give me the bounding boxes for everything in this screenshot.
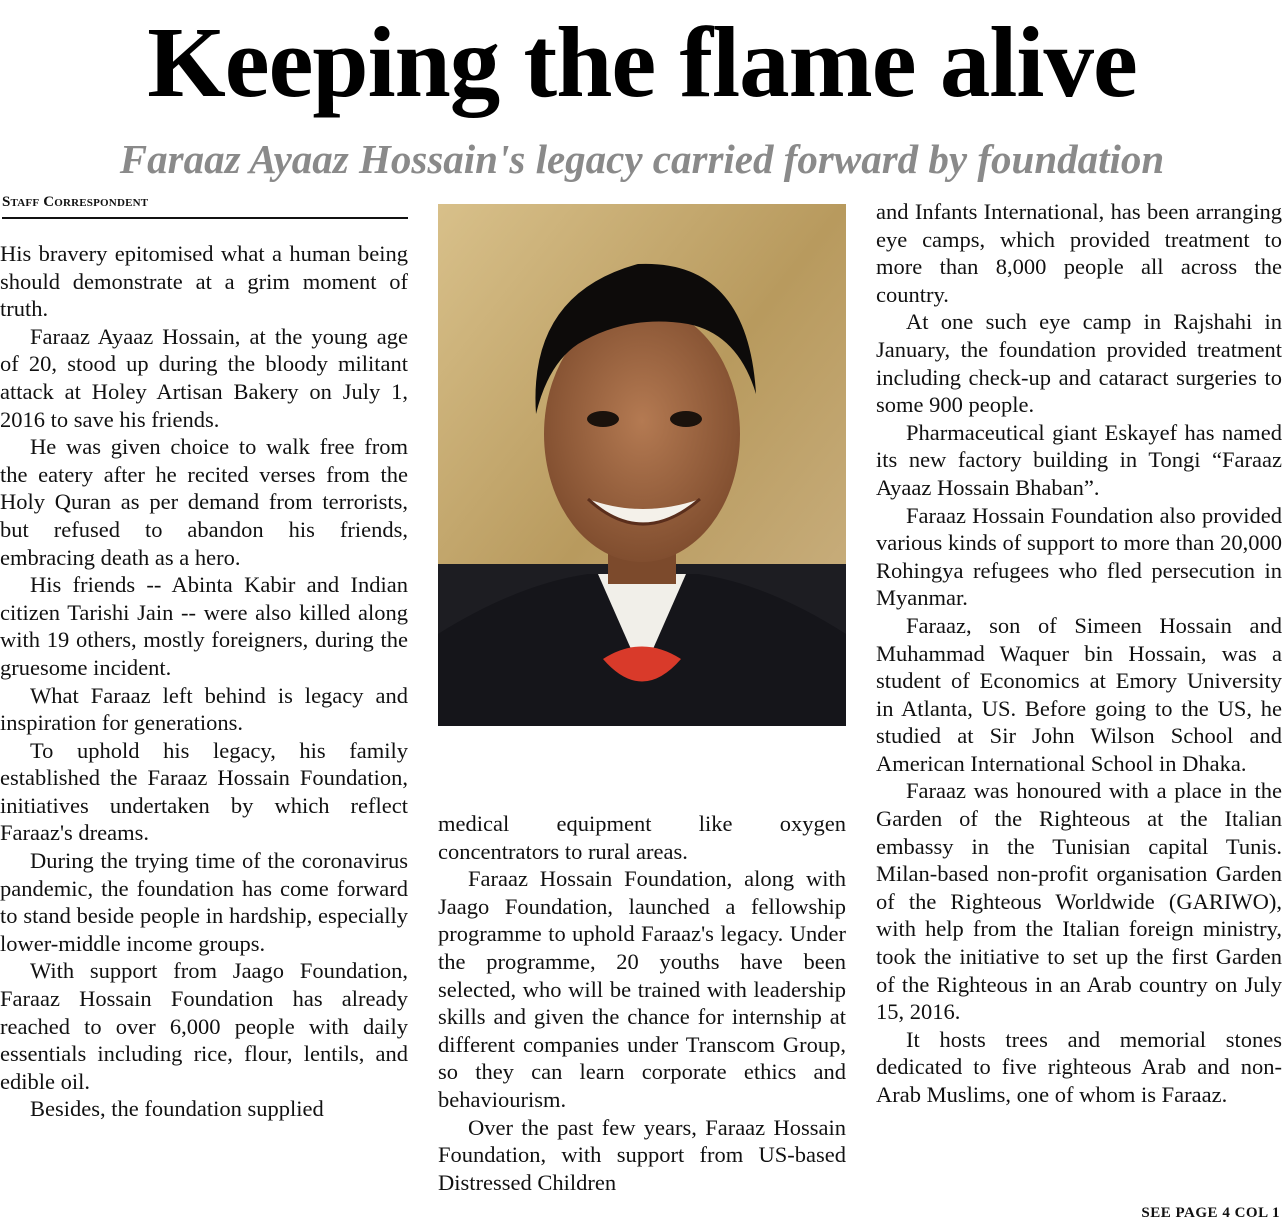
jump-line: SEE PAGE 4 COL 1	[1141, 1205, 1280, 1221]
paragraph: Over the past few years, Faraaz Hossain Foundation, with support from US-based Distressed Children	[438, 1114, 846, 1195]
paragraph: He was given choice to walk free from the eatery after he recited verses from the Holy Quran as per demand from terrorists, but refused to abandon his friends, embracing death as a hero.	[0, 434, 408, 570]
paragraph: His friends -- Abinta Kabir and Indian citizen Tarishi Jain -- were also killed along with 19 others, mostly foreigners, during the gruesome incident.	[0, 572, 408, 680]
article-column-2	[438, 810, 846, 1196]
paragraph: Faraaz was honoured with a place in the Garden of the Righteous at the Italian embassy in the Tunisian capital Tunis. Milan-based non-profit organisation Garden of the Righteous Worldwide (GARIWO), with help from the Italian foreign ministry, took the initiative to set up the first Garden of the Righteous in an Arab country on July 15, 2016.	[876, 778, 1282, 1025]
paragraph: It hosts trees and memorial stones dedicated to five righteous Arab and non-Arab Muslims, one of whom is Faraaz.	[876, 1026, 1282, 1107]
paragraph: Faraaz, son of Simeen Hossain and Muhammad Waquer bin Hossain, was a student of Economics at Emory University in Atlanta, US. Before going to the US, he studied at Sir John Wilson School and American International School in Dhaka.	[876, 612, 1282, 776]
paragraph: During the trying time of the coronavirus pandemic, the foundation has come forward to stand beside people in hardship, especially lower-middle income groups.	[0, 848, 408, 956]
paragraph: His bravery epitomised what a human being should demonstrate at a grim moment of truth.	[0, 241, 408, 322]
subheadline: Faraaz Ayaaz Hossain's legacy carried forward by foundation	[119, 136, 1165, 182]
paragraph: Pharmaceutical giant Eskayef has named its new factory building in Tongi “Faraaz Ayaaz Hossain Bhaban”.	[876, 419, 1282, 500]
paragraph: medical equipment like oxygen concentrators to rural areas.	[438, 811, 846, 864]
paragraph: At one such eye camp in Rajshahi in January, the foundation provided treatment including check-up and cataract surgeries to some 900 people.	[876, 309, 1282, 418]
paragraph: Faraaz Hossain Foundation, along with Jaago Foundation, launched a fellowship programme to uphold Faraaz's legacy. Under the programme, 20 youths have been selected, who will be trained with leadership skills and given the chance for internship at different companies under Transcom Group, so they can learn corporate ethics and behaviourism.	[438, 866, 846, 1112]
article-column-3	[876, 198, 1282, 1109]
paragraph: With support from Jaago Foundation, Faraaz Hossain Foundation has already reached to over 6,000 people with daily essentials including rice, flour, lentils, and edible oil.	[0, 958, 408, 1094]
paragraph: What Faraaz left behind is legacy and inspiration for generations.	[0, 682, 408, 736]
paragraph: To uphold his legacy, his family established the Faraaz Hossain Foundation, initiatives undertaken by which reflect Faraaz's dreams.	[0, 737, 408, 846]
article-column-1	[0, 240, 408, 1123]
paragraph: Besides, the foundation supplied	[30, 1096, 324, 1122]
byline: Staff Correspondent	[2, 194, 408, 219]
portrait-photo	[438, 204, 846, 726]
portrait-photo-icon	[438, 204, 846, 726]
paragraph: Faraaz Hossain Foundation also provided various kinds of support to more than 20,000 Rohingya refugees who fled persecution in Myanmar.	[876, 502, 1282, 611]
headline: Keeping the flame alive	[147, 6, 1137, 118]
paragraph: and Infants International, has been arranging eye camps, which provided treatment to more than 8,000 people all across the country.	[876, 199, 1282, 307]
paragraph: Faraaz Ayaaz Hossain, at the young age of 20, stood up during the bloody militant attack at Holey Artisan Bakery on July 1, 2016 to save his friends.	[0, 323, 408, 432]
